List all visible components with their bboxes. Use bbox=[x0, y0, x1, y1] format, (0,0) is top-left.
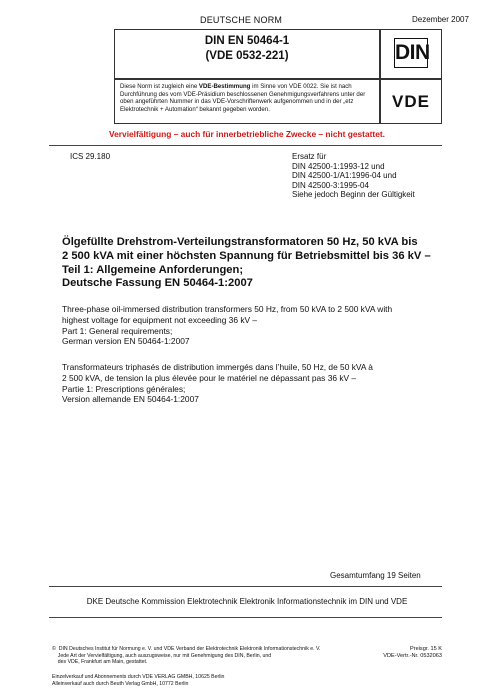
replaces-line: DIN 42500-1/A1:1996-04 und bbox=[292, 171, 397, 181]
title-fr-line: 2 500 kVA, de tension la plus élevée pour le matériel ne dépassant pas 36 kV – bbox=[62, 372, 357, 383]
title-german bbox=[62, 236, 442, 291]
notice-text-1: Diese Norm ist zugleich eine bbox=[120, 83, 199, 90]
sales-line: Einzelverkauf und Abonnements durch VDE VERLAG GMBH, 10625 Berlin bbox=[52, 674, 225, 680]
standard-type: DEUTSCHE NORM bbox=[200, 15, 283, 25]
designation-box bbox=[114, 29, 380, 79]
title-en-line: Three-phase oil-immersed distribution transformers 50 Hz, from 50 kVA to 2 500 kVA with bbox=[62, 304, 393, 314]
vde-order-number: VDE-Vertr.-Nr. 0532063 bbox=[383, 653, 442, 659]
title-de-line: Teil 1: Allgemeine Anforderungen; bbox=[62, 263, 244, 276]
replaces-line: Ersatz für bbox=[292, 152, 327, 161]
title-de-line: Ölgefüllte Drehstrom-Verteilungstransformatoren 50 Hz, 50 kVA bis bbox=[62, 236, 418, 248]
replaces-line: DIN 42500-1:1993-12 und bbox=[292, 161, 385, 171]
title-english bbox=[62, 304, 442, 347]
title-en-line: highest voltage for equipment not exceeding 36 kV – bbox=[62, 314, 258, 325]
title-fr-line: Version allemande EN 50464-1:2007 bbox=[62, 394, 199, 405]
din-logo: DIN bbox=[394, 38, 428, 68]
replaces-line: DIN 42500-3:1995-04 bbox=[292, 180, 369, 190]
din-number: DIN EN 50464-1 bbox=[204, 35, 290, 47]
total-pages: Gesamtumfang 19 Seiten bbox=[330, 571, 421, 580]
title-fr-line: Partie 1: Prescriptions générales; bbox=[62, 383, 186, 394]
copyright-notice bbox=[52, 646, 382, 666]
issue-date: Dezember 2007 bbox=[412, 15, 469, 24]
replaces-line: Siehe jedoch Beginn der Gültigkeit bbox=[292, 190, 415, 200]
title-de-line: Deutsche Fassung EN 50464-1:2007 bbox=[62, 277, 253, 290]
copy-warning: Vervielfältigung – auch für innerbetriebliche Zwecke – nicht gestattet. bbox=[109, 129, 385, 139]
sales-line: Alleinverkauf auch durch Beuth Verlag GmbH, 10772 Berlin bbox=[52, 680, 189, 687]
replaces-block bbox=[292, 152, 415, 200]
vde-number: (VDE 0532-221) bbox=[205, 50, 289, 62]
vde-logo: VDE bbox=[380, 79, 442, 124]
notice-text-2: im Sinne von VDE 0022. Sie ist nach Durchführung des vom VDE-Präsidium beschlossenen Genehmigungsverfahrens unter der oben angeführten Nummer in das VDE-Vorschriftenwerk aufgenommen und in der „etz Elektrotechnik + Automation“ bekannt gegeben worden. bbox=[120, 83, 366, 113]
vde-notice bbox=[114, 79, 380, 124]
title-en-line: German version EN 50464-1:2007 bbox=[62, 336, 190, 347]
divider-bottom bbox=[49, 617, 442, 618]
title-de-line: 2 500 kVA mit einer höchsten Spannung für Betriebsmittel bis 36 kV – bbox=[62, 249, 431, 262]
copyright-line: des VDE, Frankfurt am Main, gestattet. bbox=[52, 659, 148, 666]
title-en-line: Part 1: General requirements; bbox=[62, 325, 173, 336]
divider-top bbox=[49, 145, 442, 146]
copyright-line: © DIN Deutsches Institut für Normung e. V. und VDE Verband der Elektrotechnik Elektronik Informationstechnik e. V. bbox=[52, 646, 321, 652]
title-fr-line: Transformateurs triphasés de distribution immergés dans l’huile, 50 Hz, de 50 kVA à bbox=[62, 362, 373, 372]
title-french bbox=[62, 362, 442, 405]
din-logo-box bbox=[380, 29, 442, 79]
divider-middle bbox=[49, 586, 442, 587]
ics-code: ICS 29.180 bbox=[70, 152, 111, 161]
price-info bbox=[383, 646, 442, 660]
copyright-line: Jede Art der Vervielfältigung, auch auszugsweise, nur mit Genehmigung des DIN, Berlin, und bbox=[52, 652, 272, 659]
sales-info bbox=[52, 674, 382, 687]
price-group: Preisgr. 15 K bbox=[409, 646, 442, 652]
dke-committee: DKE Deutsche Kommission Elektrotechnik Elektronik Informationstechnik im DIN und VDE bbox=[86, 597, 408, 606]
notice-bold: VDE-Bestimmung bbox=[198, 83, 251, 90]
